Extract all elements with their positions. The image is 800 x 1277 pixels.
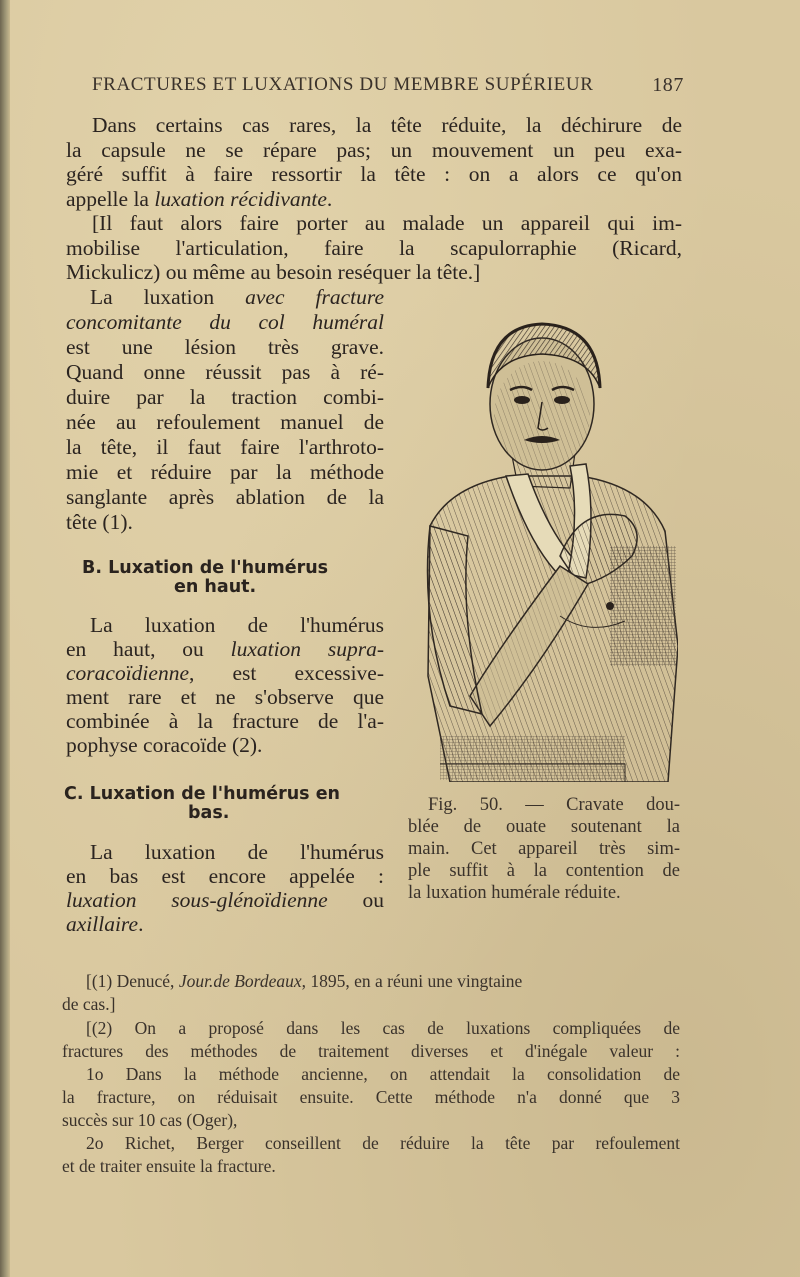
- caption-line: blée de ouate soutenant la: [408, 817, 680, 837]
- italic-term: luxation récidivante: [154, 186, 327, 211]
- section-heading: en haut.: [174, 577, 257, 597]
- caption-line: main. Cet appareil très sim-: [408, 839, 680, 859]
- footnote-line: [62, 970, 680, 992]
- text-run: , est excessive-: [189, 661, 384, 685]
- caption-line: la luxation humérale réduite.: [408, 883, 621, 903]
- text-line: sanglante après ablation de la: [66, 485, 384, 509]
- text-line: [90, 285, 384, 310]
- footnote-line: [(2) On a proposé dans les cas de luxations compliquées de: [86, 1018, 680, 1038]
- text-line: née au refoulement manuel de: [66, 410, 384, 434]
- text-line: La luxation de l'humérus: [90, 613, 384, 637]
- figure-illustration: [410, 316, 678, 782]
- text-line: tête (1).: [66, 510, 133, 534]
- text-line: pophyse coracoïde (2).: [66, 733, 263, 757]
- footnote-line: 1o Dans la méthode ancienne, on attendait la consolidation de: [86, 1064, 680, 1084]
- section-heading: B. Luxation de l'humérus: [82, 558, 329, 578]
- text-line: Mickulicz) ou même au besoin reséquer la tête.]: [66, 260, 481, 284]
- section-heading: bas.: [188, 803, 230, 823]
- text-line: géré suffit à faire ressortir la tête : on a alors ce qu'on: [66, 162, 682, 186]
- text-run: [(1) Denucé,: [86, 971, 179, 991]
- footnote-line: de cas.]: [62, 994, 116, 1014]
- running-title: FRACTURES ET LUXATIONS DU MEMBRE SUPÉRIEUR: [92, 74, 594, 95]
- page-binding-edge: [0, 0, 10, 1277]
- text-line: mie et réduire par la méthode: [66, 460, 384, 484]
- text-run: .: [138, 912, 144, 936]
- text-line: duire par la traction combi-: [66, 385, 384, 409]
- footnote-line: fractures des méthodes de traitement diverses et d'inégale valeur :: [62, 1041, 680, 1061]
- text-line: [66, 637, 384, 662]
- caption-line: ple suffit à la contention de: [408, 861, 680, 881]
- page-number: 187: [652, 74, 684, 96]
- footnote-line: succès sur 10 cas (Oger),: [62, 1110, 238, 1130]
- text-line: est une lésion très grave.: [66, 335, 384, 359]
- engraved-portrait-icon: [410, 316, 678, 782]
- text-line: [66, 912, 143, 937]
- text-run: .: [326, 186, 333, 211]
- running-header: [92, 74, 684, 100]
- figure-caption: [408, 794, 680, 904]
- text-run: ou: [327, 888, 384, 912]
- section-heading: C. Luxation de l'humérus en: [64, 784, 341, 804]
- text-line: en bas est encore appelée :: [66, 864, 384, 888]
- text-run: en haut, ou: [66, 637, 231, 661]
- text-line: combinée à la fracture de l'a-: [66, 709, 384, 733]
- italic-term: luxation supra-: [230, 637, 385, 661]
- footnote-line: la fracture, on réduisait ensuite. Cette méthode n'a donné que 3: [62, 1087, 680, 1107]
- text-line: La luxation de l'humérus: [90, 840, 384, 864]
- text-run: La luxation: [90, 285, 246, 309]
- text-run: , 1895, en a réuni une vingtaine: [301, 971, 523, 991]
- caption-line: Fig. 50. — Cravate dou-: [428, 795, 680, 815]
- text-line: Quand onne réussit pas à ré-: [66, 360, 384, 384]
- footnote-line: 2o Richet, Berger conseillent de réduire la tête par refoulement: [86, 1133, 680, 1153]
- italic-term: avec fracture: [245, 285, 384, 309]
- text-line: concomitante du col huméral: [66, 310, 384, 334]
- italic-term: luxation sous-glénoïdienne: [66, 888, 328, 912]
- text-line: [66, 661, 384, 686]
- text-run: appelle la: [66, 186, 155, 211]
- text-line: mobilise l'articulation, faire la scapulorraphie (Ricard,: [66, 235, 682, 260]
- text-line: Dans certains cas rares, la tête réduite, la déchirure de: [92, 113, 682, 137]
- italic-term: axillaire: [66, 912, 139, 936]
- text-line: la tête, il faut faire l'arthroto-: [66, 435, 384, 459]
- text-line: la capsule ne se répare pas; un mouvement un peu exa-: [66, 137, 682, 162]
- text-line: [66, 187, 332, 212]
- text-line: [66, 888, 384, 913]
- text-line: [Il faut alors faire porter au malade un appareil qui im-: [92, 211, 682, 235]
- italic-term: Jour.de Bordeaux: [178, 971, 302, 991]
- footnote-line: et de traiter ensuite la fracture.: [62, 1156, 276, 1176]
- text-line: ment rare et ne s'observe que: [66, 685, 384, 709]
- italic-term: coracoïdienne: [66, 661, 189, 685]
